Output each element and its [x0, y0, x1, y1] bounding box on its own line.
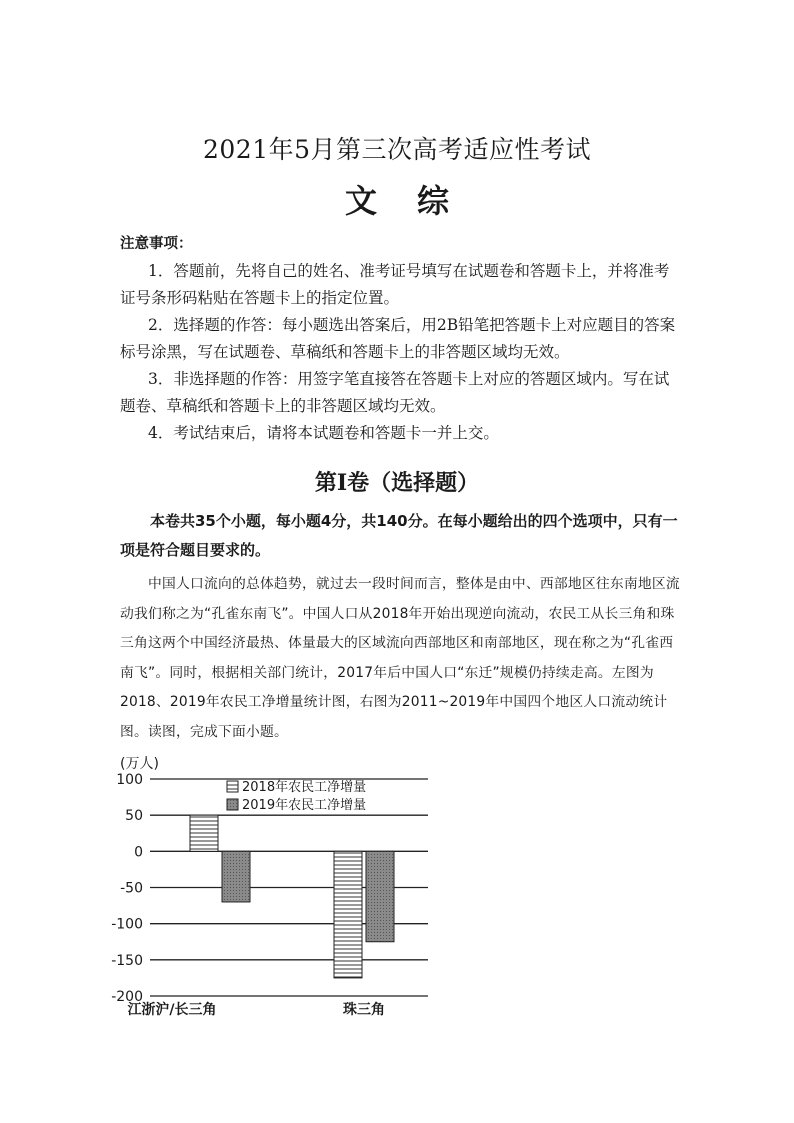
- y-axis-label: (万人): [120, 756, 159, 772]
- notice-item-2: 2．选择题的作答：每小题选出答案后，用2B铅笔把答题卡上对应题目的答案标号涂黑，写在试题卷、草稿纸和答题卡上的非答题区域均无效。: [120, 316, 676, 361]
- notice-item-3: 3．非选择题的作答：用签字笔直接答在答题卡上对应的答题区域内。写在试题卷、草稿纸和答题卡上的非答题区域均无效。: [120, 370, 670, 415]
- y-tick-labels: [111, 772, 143, 1005]
- notice-list: [120, 258, 680, 447]
- category-labels: [126, 1001, 385, 1018]
- section-title: 第Ⅰ卷（选择题）: [314, 470, 480, 496]
- y-tick-label: -200: [111, 989, 143, 1005]
- bar-2019-0: [222, 851, 250, 902]
- notice-item-4: 4．考试结束后，请将本试题卷和答题卡一并上交。: [148, 424, 499, 442]
- exam-title: 2021年5月第三次高考适应性考试: [202, 135, 592, 164]
- bar-2018-1: [334, 851, 362, 978]
- bar-2018-0: [190, 815, 218, 851]
- material-text: 中国人口流向的总体趋势，就过去一段时间而言，整体是由中、西部地区往东南地区流动我们称之为“孔雀东南飞”。中国人口从2018年开始出现逆向流动，农民工从长三角和珠三角这两个中国经济最热、体量最大的区域流向西部地区和南部地区，现在称之为“孔雀西南飞”。同时，根据相关部门统计，2017年后中国人口“东迁”规模仍持续走高。左图为2018、2019年农民工净增量统计图，右图为2011~2019年中国四个地区人口流动统计图。读图，完成下面小题。: [120, 576, 680, 740]
- material-passage: [120, 570, 682, 747]
- category-label: 江浙沪/长三角: [127, 1002, 217, 1018]
- exam-subject: 文综: [344, 182, 489, 220]
- legend-label-2019: 2019年农民工净增量: [242, 798, 367, 813]
- section-instruction: [120, 507, 680, 565]
- bar-2019-1: [366, 851, 394, 941]
- legend-swatch-2019: [227, 799, 238, 810]
- y-tick-label: 100: [116, 772, 143, 788]
- y-tick-label: 0: [134, 844, 143, 861]
- section-instruction-text: 本卷共35个小题，每小题4分，共140分。在每小题给出的四个选项中，只有一项是符合题目要求的。: [120, 512, 678, 559]
- category-label: 珠三角: [343, 1002, 385, 1018]
- legend: [227, 779, 366, 813]
- y-tick-label: -50: [120, 880, 143, 897]
- bar-layer: [190, 815, 394, 978]
- legend-label-2018: 2018年农民工净增量: [242, 780, 367, 795]
- y-tick-label: -100: [111, 916, 143, 933]
- y-tick-label: -150: [111, 952, 143, 969]
- notice-heading: 注意事项：: [120, 236, 193, 252]
- notice-item-1: 1．答题前，先将自己的姓名、准考证号填写在试题卷和答题卡上，并将准考证号条形码粘贴在答题卡上的指定位置。: [120, 262, 670, 307]
- migrant-worker-bar-chart: [110, 752, 440, 1022]
- legend-swatch-2018: [227, 781, 238, 792]
- y-tick-label: 50: [125, 808, 143, 825]
